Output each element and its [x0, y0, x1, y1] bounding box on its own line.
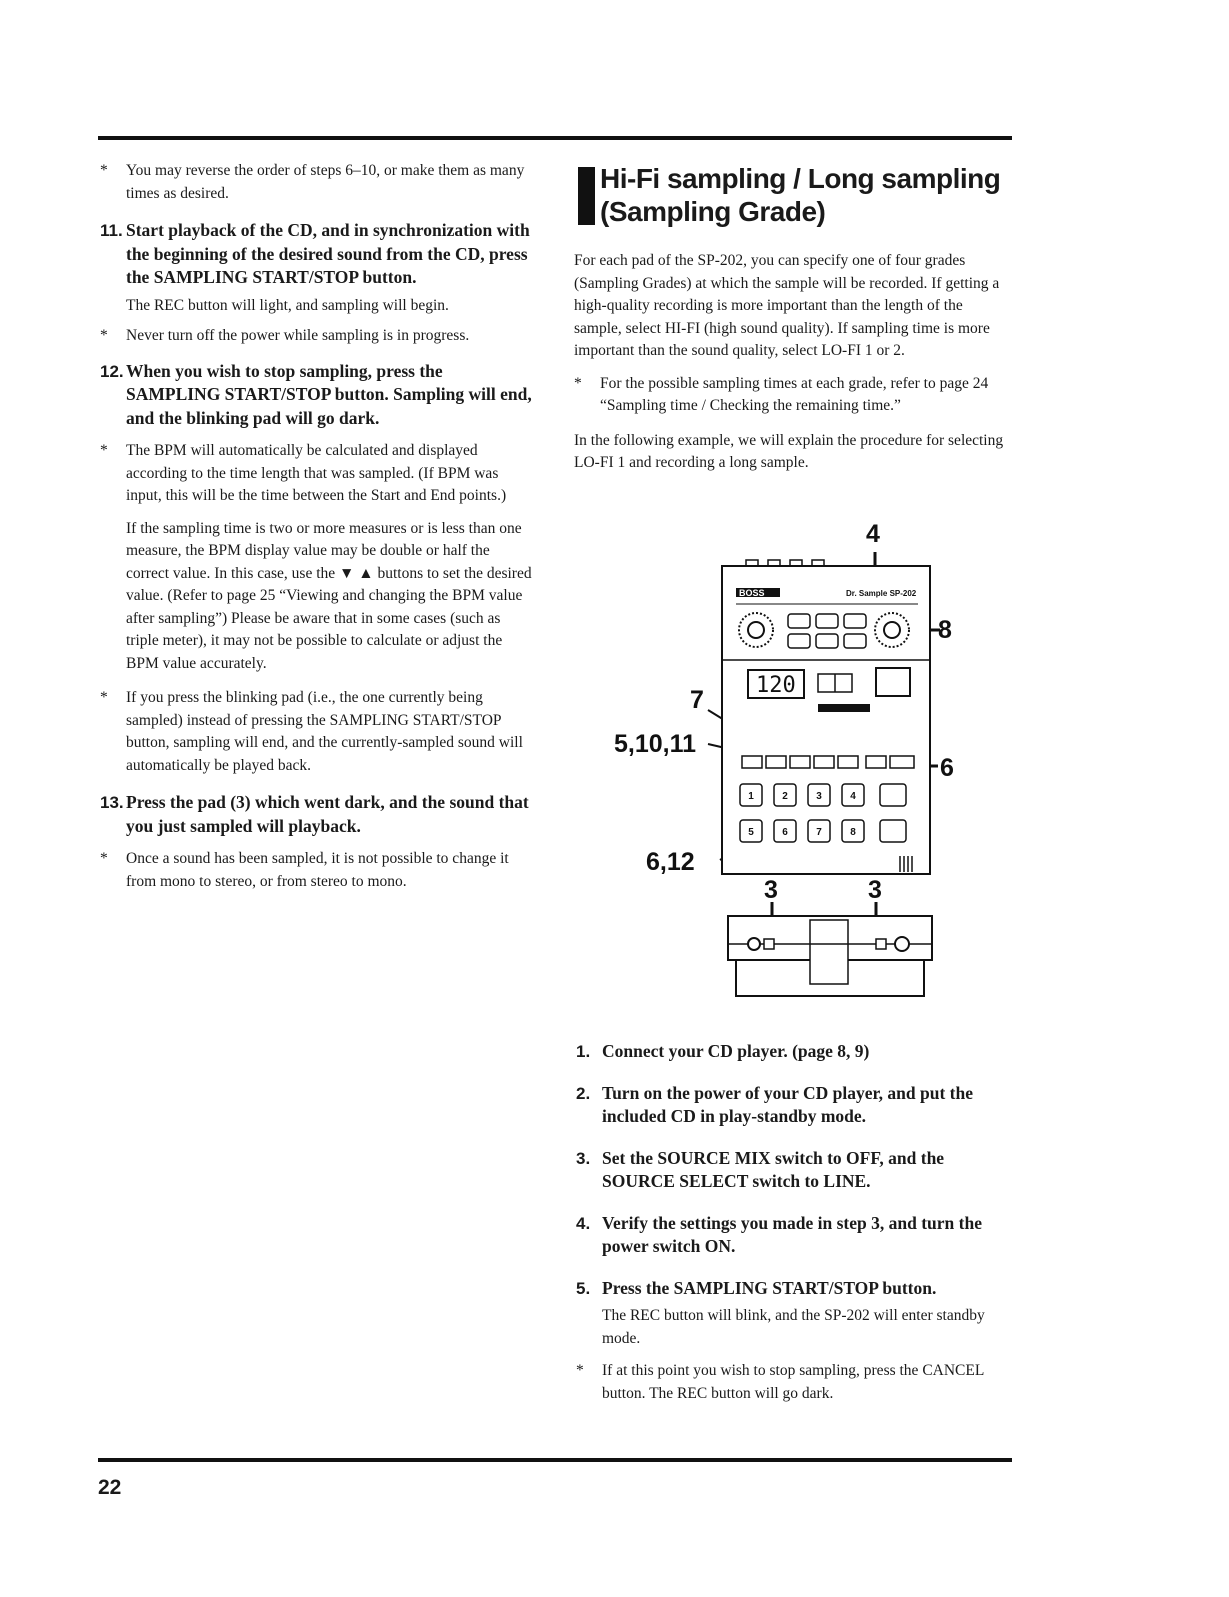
pad-2: 2: [782, 791, 788, 802]
example-paragraph: In the following example, we will explain the procedure for selecting LO-FI 1 and recording a long sample.: [574, 431, 1004, 471]
callout-3-left: 3: [764, 876, 778, 904]
callout-6-12: 6,12: [646, 848, 695, 876]
step-3: 3. Set the SOURCE MIX switch to OFF, and the SOURCE SELECT switch to LINE.: [576, 1147, 945, 1191]
bpm-display-text: 120: [756, 673, 796, 698]
step-5: 5. Press the SAMPLING START/STOP button. The REC button will blink, and the SP-202 will enter standby mode.: [576, 1277, 985, 1347]
callout-7: 7: [690, 686, 704, 714]
left-column: [100, 160, 534, 905]
brand-text: BOSS: [739, 588, 765, 598]
section-title: Hi-Fi sampling / Long sampling (Sampling Grade): [578, 162, 1014, 228]
pad-7: 7: [816, 827, 822, 838]
note-cancel: * If at this point you wish to stop sampling, press the CANCEL button. The REC button will go dark.: [576, 1362, 984, 1402]
page-number: 22: [98, 1476, 122, 1499]
note-bpm: * The BPM will automatically be calculated and displayed according to the time length that was sampled. (If BPM was input, this will be the time between the Start and End points.) If the sampling time is two or more measures or is less than one measure, the BPM display value may be double or half the correct value. In this case, use the ▼ ▲ buttons to set the desired value. (Refer to page 25 “Viewing and changing the BPM value after sampling”) Please be aware that in some cases (such as triple meter), it may not be possible to calculate or adjust the BPM value accurately.: [100, 442, 532, 672]
step-12: 12. When you wish to stop sampling, press the SAMPLING START/STOP button. Sampling will end, and the blinking pad will go dark.: [100, 360, 532, 428]
note-power: * Never turn off the power while sampling is in progress.: [100, 327, 470, 344]
title-bar: [578, 167, 595, 225]
sp202-diagram: [600, 520, 1000, 1000]
intro-paragraph: For each pad of the SP-202, you can specify one of four grades (Sampling Grades) at which the sample will be recorded. If getting a high-quality recording is more important than the length of the sample, select HI-FI (high sound quality). If sampling time is more important than the sound quality, select LO-FI 1 or 2.: [574, 252, 1000, 359]
pad-3: 3: [816, 791, 822, 802]
step-2: 2. Turn on the power of your CD player, and put the included CD in play-standby mode.: [576, 1082, 973, 1126]
pad-4: 4: [850, 791, 856, 802]
callout-5-10-11: 5,10,11: [614, 730, 697, 758]
step-11: 11. Start playback of the CD, and in synchronization with the beginning of the desired sound from the CD, press the SAMPLING START/STOP button. The REC button will light, and sampling will begin.: [100, 220, 530, 314]
top-rule: [98, 136, 1012, 140]
right-steps: [576, 1040, 1012, 1417]
note-sampling-times: * For the possible sampling times at each grade, refer to page 24 “Sampling time / Checking the remaining time.”: [574, 374, 989, 414]
device-drawing: [600, 520, 1000, 1000]
model-text: Dr. Sample SP-202: [846, 589, 917, 598]
pad-5: 5: [748, 827, 754, 838]
callout-3-right: 3: [868, 876, 882, 904]
right-intro: [574, 250, 1010, 485]
pad-6: 6: [782, 827, 788, 838]
bottom-rule: [98, 1458, 1012, 1462]
callout-8: 8: [938, 616, 952, 644]
callout-4: 4: [866, 520, 880, 548]
pad-8: 8: [850, 827, 856, 838]
step-4: 4. Verify the settings you made in step 3, and turn the power switch ON.: [576, 1212, 982, 1256]
pad-1: 1: [748, 791, 754, 802]
note-reverse-order: * You may reverse the order of steps 6–10, or make them as many times as desired.: [100, 162, 525, 202]
callout-6: 6: [940, 754, 954, 782]
step-1: 1. Connect your CD player. (page 8, 9): [576, 1041, 870, 1061]
note-mono-stereo: * Once a sound has been sampled, it is not possible to change it from mono to stereo, or from stereo to mono.: [100, 850, 509, 890]
note-blinking-pad: * If you press the blinking pad (i.e., the one currently being sampled) instead of pressing the SAMPLING START/STOP button, sampling will end, and the currently-sampled sound will automatically be played back.: [100, 689, 523, 774]
step-13: 13. Press the pad (3) which went dark, and the sound that you just sampled will playback.: [100, 792, 529, 836]
